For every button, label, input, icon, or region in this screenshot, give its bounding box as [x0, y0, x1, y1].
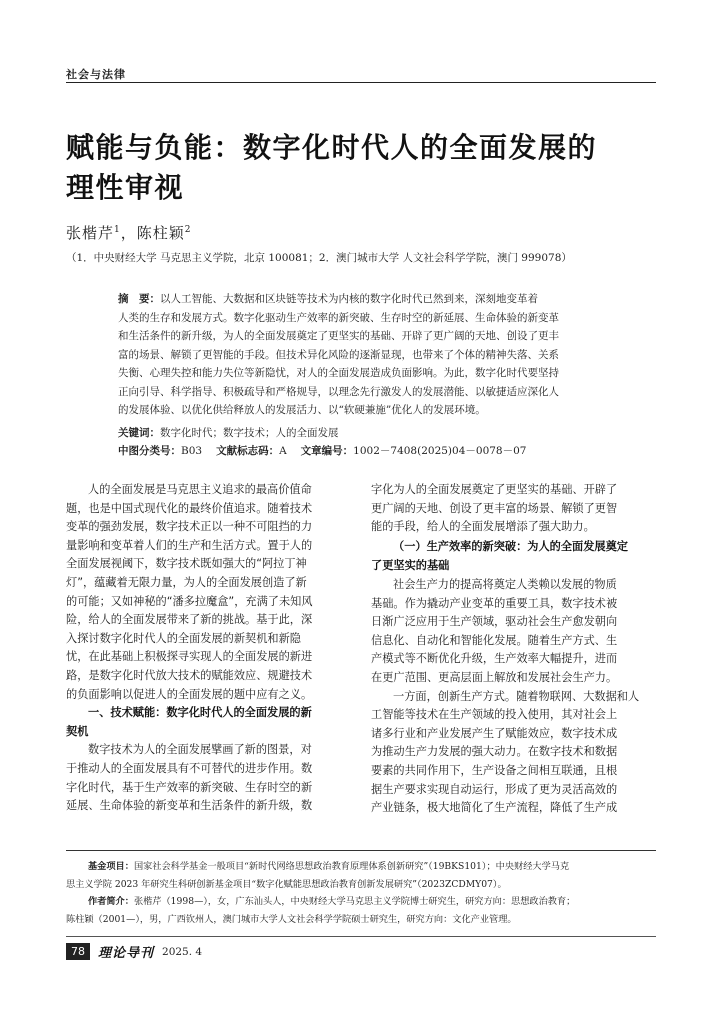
- classification: [118, 443, 526, 458]
- body-text-line: 延展、生命体验的新变革和生活条件的新升级，数: [66, 799, 313, 813]
- body-text-line: 基础。作为撬动产业变革的重要工具，数字技术被: [371, 596, 618, 610]
- fund-text: 国家社会科学基金一般项目“新时代网络思想政治教育原理体系创新研究”（19BKS101）；中央财经大学马克: [133, 861, 570, 872]
- keywords-text: 数字化时代；数字技术；人的全面发展: [160, 427, 339, 439]
- abstract: [118, 290, 636, 420]
- keywords: [118, 425, 339, 440]
- abstract-line: 富的场景、解锁了更智能的手段。但技术异化风险的逐渐显现，也带来了个体的精神失落、关系: [118, 348, 559, 361]
- body-text-line: 据生产要求实现自动运行，形成了更为灵活高效的: [371, 782, 618, 796]
- article-id-value: 1002－7408(2025)04－0078－07: [353, 445, 527, 457]
- body-text-line: 路，是数字化时代放大技术的赋能效应、规避技术: [66, 668, 313, 682]
- section-label: 社会与法律: [66, 68, 126, 81]
- header-rule: [66, 82, 656, 83]
- affiliation: （1．中央财经大学 马克思主义学院，北京 100081；2．澳门城市大学 人文社会科学学院，澳门 999078）: [66, 252, 572, 264]
- abstract-line: 人类的生存和发展方式。数字化驱动生产效率的新突破、生存时空的新延展、生命体验的新变革: [118, 311, 559, 324]
- title-line-1: 赋能与负能：数字化时代人的全面发展的: [66, 131, 598, 164]
- abstract-line: [118, 290, 636, 309]
- section-heading-line: 一、技术赋能：数字化时代人的全面发展的新: [88, 706, 312, 720]
- doc-code-value: A: [279, 445, 287, 457]
- body-text-line: 人的全面发展是马克思主义追求的最高价值命: [88, 483, 312, 496]
- body-text-line: 于推动人的全面发展具有不可替代的进步作用。数: [66, 761, 313, 775]
- author-affil-mark: 2: [184, 225, 192, 235]
- clc-value: B03: [181, 445, 203, 457]
- body-text-line: 社会生产力的提高将奠定人类赖以发展的物质: [393, 577, 617, 591]
- body-text-line: 变革的强劲发展，数字技术正以一种不可阻挡的力: [66, 520, 313, 534]
- body-text-line: 忧，在此基础上积极探寻实现人的全面发展的新进: [66, 650, 313, 664]
- body-text-line: 产业链条，极大地简化了生产流程，降低了生产成: [371, 801, 618, 815]
- body-text-line: 的负面影响以促进人的全面发展的题中应有之义。: [66, 687, 313, 701]
- author-bio-line: [66, 893, 656, 911]
- keywords-label: 关键词：: [118, 427, 160, 439]
- body-text-line: 在更广范围、更高层面上解放和发展社会生产力。: [371, 670, 618, 684]
- body-text-line: 险，给人的全面发展带来了新的挑战。基于此，深: [66, 613, 313, 627]
- body-column-left: [66, 481, 351, 816]
- abstract-line: 和生活条件的新升级，为人的全面发展奠定了更坚实的基础、开辟了更广阔的天地、创设了更丰: [118, 330, 559, 342]
- body-text-line: 信息化、自动化和智能化发展。随着生产方式、生: [371, 633, 618, 647]
- body-text-line: 数字技术为人的全面发展擘画了新的图景，对: [88, 743, 312, 757]
- body-text-line: 要素的共同作用下，生产设备之间相互联通，且根: [371, 763, 618, 777]
- article-id-label: 文章编号：: [300, 445, 354, 457]
- subsection-heading-line: 了更坚实的基础: [371, 558, 450, 573]
- author-separator: ，: [120, 224, 137, 242]
- doc-code-label: 文献标志码：: [216, 445, 280, 457]
- body-text-line: 字化时代，基于生产效率的新突破、生存时空的新: [66, 780, 313, 794]
- abstract-text: 以人工智能、大数据和区块链等技术为内核的数字化时代已然到来，深刻地变革着: [160, 293, 538, 305]
- abstract-line: 正向引导、科学指导、积极疏导和严格规导，以理念先行激发人的发展潜能、以敏捷适应深化人: [118, 385, 559, 398]
- folio-rule: [66, 936, 656, 937]
- body-text-line: 日渐广泛应用于生产领域，驱动社会生产愈发朝向: [371, 615, 618, 629]
- body-text-line: 为推动生产力发展的强大动力。在数字技术和数据: [371, 745, 618, 759]
- abstract-line: 的发展体验、以优化供给释放人的发展活力、以“软硬兼施”优化人的发展环境。: [118, 404, 486, 416]
- article-title: [66, 128, 656, 208]
- author-bio-text: 张楷芹（1998—），女，广东汕头人，中央财经大学马克思主义学院博士研究生，研究方向：思想政治教育；: [133, 896, 576, 907]
- author-bio-label: 作者简介：: [88, 896, 134, 907]
- fund-label: 基金项目：: [88, 861, 134, 872]
- body-text-line: 能的手段，给人的全面发展增添了强大助力。: [371, 520, 595, 534]
- fund-line: 思主义学院 2023 年研究生科研创新基金项目“数字化赋能思想政治教育创新发展研究”（2023ZCDMY07）。: [66, 878, 507, 890]
- footnote-rule: [66, 850, 656, 851]
- author-list: [66, 222, 192, 243]
- body-text-line: 的可能；又如神秘的“潘多拉魔盒”，充满了未知风: [66, 594, 313, 608]
- title-line-2: 理性审视: [66, 171, 185, 204]
- issue-number: 2025. 4: [162, 945, 203, 958]
- subsection-heading-line: （一）生产效率的新突破：为人的全面发展奠定: [393, 538, 628, 553]
- abstract-label: 摘 要：: [118, 293, 160, 305]
- author-name: 陈柱颖: [136, 224, 185, 242]
- footnote: [66, 858, 656, 928]
- body-text-line: 工智能等技术在生产领域的投入使用，其对社会上: [371, 708, 618, 722]
- body-text-line: 诸多行业和产业发展产生了赋能效应，数字技术成: [371, 726, 618, 740]
- abstract-line: 失衡、心理失控和能力失位等新隐忧，对人的全面发展造成负面影响。为此，数字化时代要坚持: [118, 367, 559, 379]
- author-name: 张楷芹: [66, 224, 115, 242]
- body-text-line: 更广阔的天地、创设了更丰富的场景、解锁了更智: [371, 501, 618, 515]
- author-bio-line: 陈柱颖（2001—），男，广西钦州人，澳门城市大学人文社会科学学院硕士研究生，研究方向：文化产业管理。: [66, 913, 517, 925]
- body-text-line: 全面发展视阈下，数字技术既如强大的“阿拉丁神: [66, 557, 307, 571]
- body-text-line: 量影响和变革着人们的生产和生活方式。置于人的: [66, 538, 313, 552]
- folio: [66, 942, 202, 961]
- body-column-right: [371, 481, 656, 818]
- body-text-line: 一方面，创新生产方式。随着物联网、大数据和人: [393, 689, 640, 703]
- section-heading-line: 契机: [66, 724, 89, 738]
- body-text-line: 产模式等不断优化升级，生产效率大幅提升，进而: [371, 652, 618, 666]
- clc-label: 中图分类号：: [118, 445, 181, 457]
- body-text-line: 字化为人的全面发展奠定了更坚实的基础、开辟了: [371, 483, 618, 496]
- fund-line: [66, 858, 656, 876]
- body-text-line: 入探讨数字化时代人的全面发展的新契机和新隐: [66, 631, 301, 645]
- page-number: 78: [66, 943, 90, 960]
- body-text-line: 题，也是中国式现代化的最终价值追求。随着技术: [66, 501, 313, 515]
- author-affil-mark: 1: [114, 225, 121, 235]
- body-text-line: 灯”，蕴藏着无限力量，为人的全面发展创造了新: [66, 575, 307, 589]
- journal-name: 理论导刊: [98, 946, 155, 961]
